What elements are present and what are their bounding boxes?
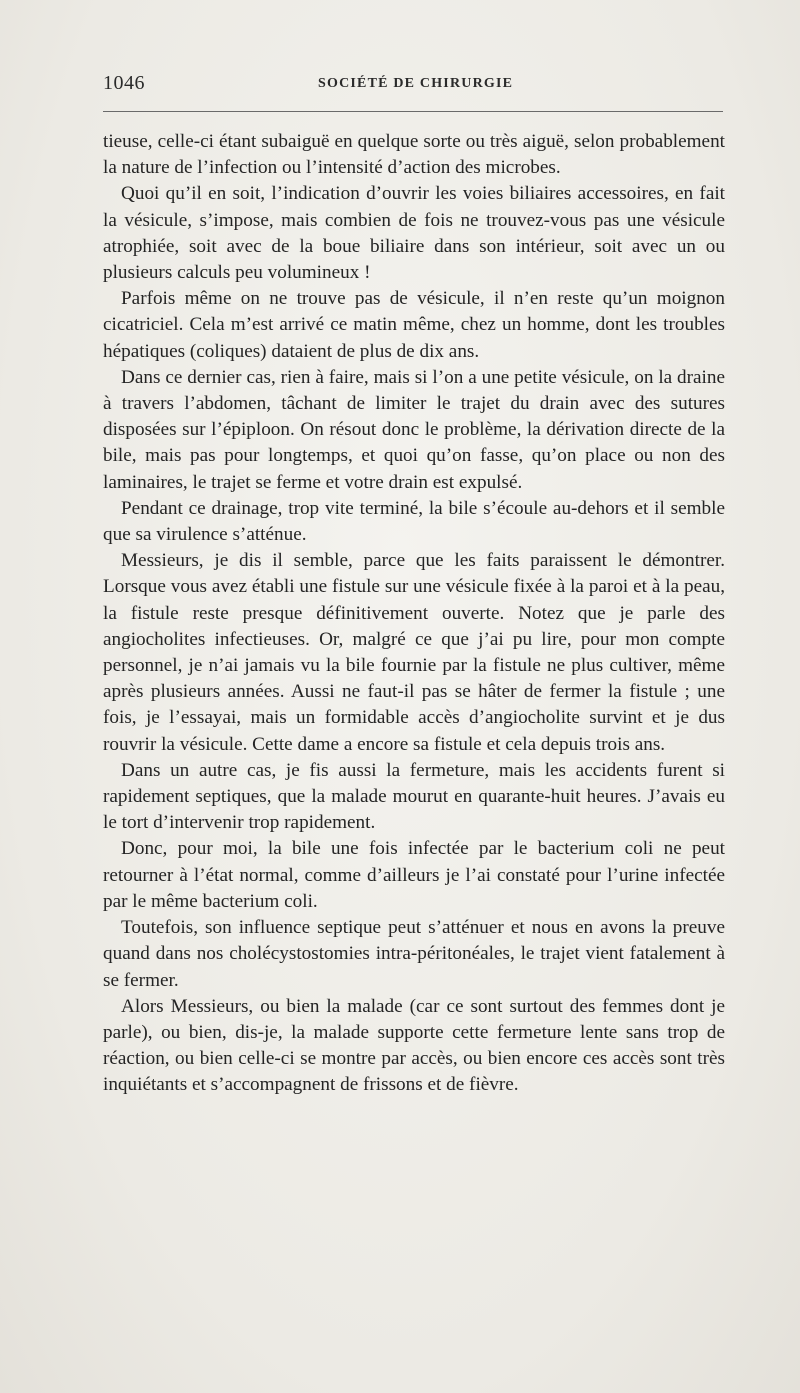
paragraph: Quoi qu’il en soit, l’indication d’ouvrir les voies biliaires accessoires, en fait la vésicule, s’impose, mais combien de fois ne trouvez-vous pas une vésicule atrophiée, soit avec de la boue biliaire dans son intérieur, soit avec un ou plusieurs calculs peu volumineux ! bbox=[103, 183, 725, 284]
paragraph: Dans ce dernier cas, rien à faire, mais si l’on a une petite vésicule, on la draine à travers l’abdomen, tâchant de limiter le trajet du drain avec des sutures disposées sur l’épiploon. On résout donc le problème, la dérivation directe de la bile, mais pas pour longtemps, et quoi qu’on fasse, qu’on place ou non des laminaires, le trajet se ferme et votre drain est expulsé. bbox=[103, 366, 725, 493]
running-head bbox=[103, 72, 723, 96]
paragraph: Alors Messieurs, ou bien la malade (car ce sont surtout des femmes dont je parle), ou bien, dis-je, la malade supporte cette fermeture lente sans trop de réaction, ou bien celle-ci se montre par accès, ou bien encore ces accès sont très inquiétants et s’accompagnent de frissons et de fièvre. bbox=[103, 995, 725, 1096]
paragraph: Pendant ce drainage, trop vite terminé, la bile s’écoule au-dehors et il semble que sa virulence s’atténue. bbox=[103, 497, 725, 546]
page-number: 1046 bbox=[103, 72, 145, 94]
running-head-title: SOCIÉTÉ DE CHIRURGIE bbox=[318, 76, 514, 91]
paragraph: Donc, pour moi, la bile une fois infectée par le bacterium coli ne peut retourner à l’état normal, comme d’ailleurs je l’ai constaté pour l’urine infectée par le même bacterium coli. bbox=[103, 838, 725, 912]
body-text bbox=[103, 129, 725, 1099]
paragraph: tieuse, celle-ci étant subaiguë en quelque sorte ou très aiguë, selon probablement la nature de l’infection ou l’intensité d’action des microbes. bbox=[103, 131, 725, 179]
paragraph: Toutefois, son influence septique peut s’atténuer et nous en avons la preuve quand dans nos cholécystostomies intra-péritonéales, le trajet vient fatalement à se fermer. bbox=[103, 917, 725, 991]
header-rule bbox=[103, 111, 723, 112]
paragraph: Dans un autre cas, je fis aussi la fermeture, mais les accidents furent si rapidement septiques, que la malade mourut en quarante-huit heures. J’avais eu le tort d’intervenir trop rapidement. bbox=[103, 759, 725, 834]
paragraph: Messieurs, je dis il semble, parce que les faits paraissent le démontrer. Lorsque vous avez établi une fistule sur une vésicule fixée à la paroi et à la peau, la fistule reste presque définitivement ouverte. Notez que je parle des angiocholites infectieuses. Or, malgré ce que j’ai pu lire, pour mon compte personnel, je n’ai jamais vu la bile fournie par la fistule ne plus cultiver, même après plusieurs années. Aussi ne faut-il pas se hâter de fermer la fistule ; une fois, je l’essayai, mais un formidable accès d’angiocholite survint et je dus rouvrir la vésicule. Cette dame a encore sa fistule et cela depuis trois ans. bbox=[103, 550, 725, 755]
paragraph: Parfois même on ne trouve pas de vésicule, il n’en reste qu’un moignon cicatriciel. Cela m’est arrivé ce matin même, chez un homme, dont les troubles hépatiques (coliques) dataient de plus de dix ans. bbox=[103, 288, 725, 362]
